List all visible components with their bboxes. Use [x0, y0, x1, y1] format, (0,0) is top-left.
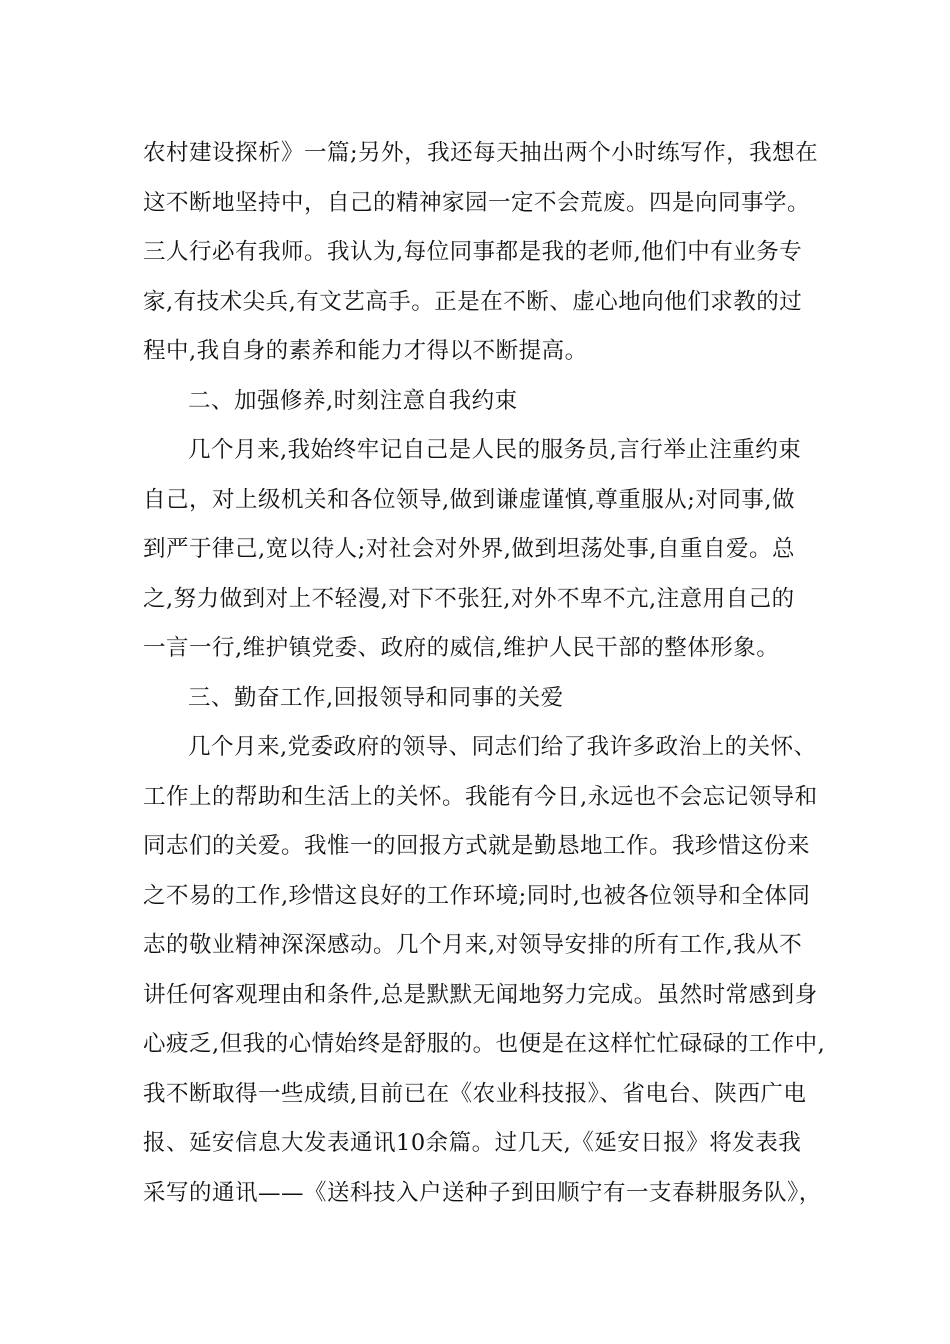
text-line: 之不易的工作,珍惜这良好的工作环境;同时,也被各位领导和全体同	[143, 883, 811, 909]
section-heading: 三、勤奋工作,回报领导和同事的关爱	[188, 685, 564, 711]
text-line: 到严于律己,宽以待人;对社会对外界,做到坦荡处事,自重自爱。总	[143, 536, 796, 562]
text-line: 之,努力做到对上不轻漫,对下不张狂,对外不卑不亢,注意用自己的	[143, 586, 795, 612]
text-line: 自己，对上级机关和各位领导,做到谦虚谨慎,尊重服从;对同事,做	[143, 487, 796, 513]
text-line: 几个月来,我始终牢记自己是人民的服务员,言行举止注重约束	[188, 437, 802, 463]
text-line: 心疲乏,但我的心情始终是舒服的。也便是在这样忙忙碌碌的工作中,	[143, 1031, 826, 1057]
text-line: 同志们的关爱。我惟一的回报方式就是勤恳地工作。我珍惜这份来	[143, 833, 811, 859]
text-line: 程中,我自身的素养和能力才得以不断提高。	[143, 338, 588, 364]
text-line: 我不断取得一些成绩,目前已在《农业科技报》、省电台、陕西广电	[143, 1081, 807, 1107]
text-line: 这不断地坚持中，自己的精神家园一定不会荒废。四是向同事学。	[143, 190, 811, 216]
text-line: 几个月来,党委政府的领导、同志们给了我许多政治上的关怀、	[188, 734, 817, 760]
section-heading: 二、加强修养,时刻注意自我约束	[188, 388, 518, 414]
text-line: 工作上的帮助和生活上的关怀。我能有今日,永远也不会忘记领导和	[143, 784, 818, 810]
text-line: 家,有技术尖兵,有文艺高手。正是在不断、虚心地向他们求教的过	[143, 289, 803, 315]
text-line: 农村建设探析》一篇;另外，我还每天抽出两个小时练写作，我想在	[143, 140, 819, 166]
text-line: 报、延安信息大发表通讯10余篇。过几天,《延安日报》将发表我	[143, 1130, 802, 1156]
text-line: 一言一行,维护镇党委、政府的威信,维护人民干部的整体形象。	[143, 635, 780, 661]
text-line: 志的敬业精神深深感动。几个月来,对领导安排的所有工作,我从不	[143, 932, 803, 958]
text-line: 三人行必有我师。我认为,每位同事都是我的老师,他们中有业务专	[143, 239, 803, 265]
text-line: 讲任何客观理由和条件,总是默默无闻地努力完成。虽然时常感到身	[143, 982, 818, 1008]
text-line: 采写的通讯——《送科技入户送种子到田顺宁有一支春耕服务队》，	[143, 1180, 822, 1206]
